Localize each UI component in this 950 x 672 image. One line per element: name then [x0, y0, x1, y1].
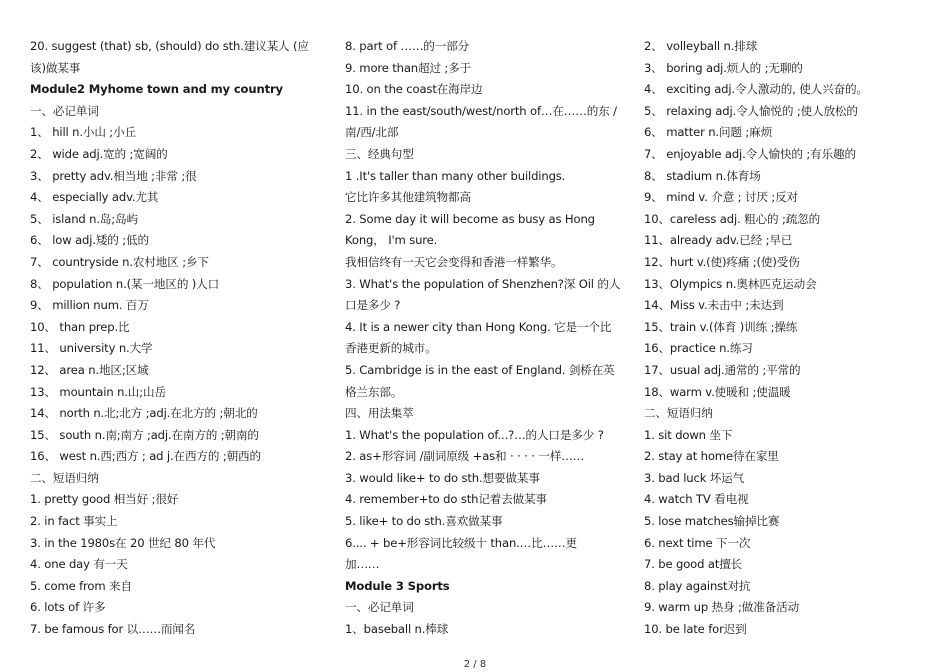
- text-line: 6. lots of 许多: [30, 600, 106, 615]
- text-line: 4. one day 有一天: [30, 557, 128, 572]
- text-line: 2、 volleyball n.排球: [644, 39, 758, 53]
- text-line: 9、 mind v. 介意 ; 讨厌 ;反对: [644, 190, 799, 205]
- text-line: 该)做某事: [30, 60, 81, 75]
- text-line: 2. as+形容词 /副词原级 +as和 · · · · 一样……: [345, 449, 585, 464]
- text-line: 7. be good at擅长: [644, 557, 743, 572]
- text-line: 一、必记单词: [30, 103, 99, 118]
- text-line: 14、Miss v.未击中 ;未达到: [644, 298, 784, 313]
- text-line: 10、careless adj. 粗心的 ;疏忽的: [644, 211, 821, 226]
- text-line: 13、Olympics n.奥林匹克运动会: [644, 276, 817, 291]
- text-line: 格兰东部。: [345, 384, 403, 399]
- text-line: 8、 population n.(某一地区的 )人口: [30, 276, 220, 291]
- text-line: 10. be late for迟到: [644, 622, 747, 637]
- text-line: 5. lose matches输掉比赛: [644, 514, 780, 529]
- text-line: 4、 especially adv.尤其: [30, 190, 159, 205]
- text-line: 20. suggest (that) sb, (should) do sth.建议某人 (应: [30, 39, 309, 53]
- text-line: 9、 million num. 百万: [30, 298, 149, 313]
- text-line: 4、 exciting adj.令人激动的, 使人兴奋的。: [644, 82, 868, 97]
- text-line: 6、 matter n.问题 ;麻烦: [644, 125, 773, 140]
- text-line: 1. What's the population of...?…的人口是多少 ?: [345, 427, 604, 442]
- text-line: 16、practice n.练习: [644, 341, 753, 356]
- text-line: 16、 west n.西;西方 ; ad j.在西方的 ;朝西的: [30, 449, 261, 464]
- page-number: 2 / 8: [463, 659, 487, 670]
- section-heading: Module 3 Sports: [345, 578, 450, 593]
- text-line: 17、usual adj.通常的 ;平常的: [644, 362, 801, 377]
- text-line: 11. in the east/south/west/north of…在……的东 /: [345, 103, 617, 118]
- text-line: 3、 pretty adv.相当地 ;非常 ;很: [30, 168, 197, 183]
- text-line: 1. pretty good 相当好 ;很好: [30, 492, 179, 507]
- text-line: 18、warm v.使暖和 ;使温暖: [644, 384, 791, 399]
- text-line: 3. in the 1980s在 20 世纪 80 年代: [30, 535, 216, 550]
- text-line: 4. remember+to do sth记着去做某事: [345, 492, 547, 507]
- text-line: 它比许多其他建筑物都高: [345, 190, 471, 205]
- text-line: 南/西/北部: [345, 125, 399, 140]
- text-line: 7. be famous for 以……而闻名: [30, 622, 196, 637]
- column-right: [644, 36, 934, 641]
- text-line: 7、 countryside n.农村地区 ;乡下: [30, 254, 209, 269]
- text-line: 12、 area n.地区;区域: [30, 362, 149, 377]
- text-line: 11、 university n.大学: [30, 341, 153, 356]
- text-line: 3. would like+ to do sth.想要做某事: [345, 470, 540, 485]
- text-line: 4. It is a newer city than Hong Kong. 它是一个比: [345, 319, 612, 334]
- text-line: 一、必记单词: [345, 600, 414, 615]
- text-line: 1、baseball n.棒球: [345, 622, 449, 637]
- text-line: 10. on the coast在海岸边: [345, 82, 483, 97]
- text-line: 4. watch TV 看电视: [644, 492, 749, 507]
- text-line: 二、短语归纳: [644, 406, 713, 421]
- text-line: 7、 enjoyable adj.令人愉快的 ;有乐趣的: [644, 146, 856, 161]
- text-line: 3. What's the population of Shenzhen?深 Oil 的人: [345, 276, 621, 291]
- text-line: 6、 low adj.矮的 ;低的: [30, 233, 149, 248]
- text-line: 2、 wide adj.宽的 ;宽阔的: [30, 146, 168, 161]
- text-line: 5. Cambridge is in the east of England. 剑桥在英: [345, 362, 615, 377]
- text-line: 6. next time 下一次: [644, 535, 751, 550]
- column-middle: [345, 36, 625, 641]
- text-line: 10、 than prep.比: [30, 319, 130, 334]
- section-heading: Module2 Myhome town and my country: [30, 82, 283, 97]
- text-line: 2. Some day it will become as busy as Hong: [345, 211, 595, 226]
- text-line: 我相信终有一天它会变得和香港一样繁华。: [345, 254, 563, 269]
- text-line: 5. like+ to do sth.喜欢做某事: [345, 514, 503, 529]
- text-line: 3. bad luck 坏运气: [644, 470, 745, 485]
- text-line: 口是多少 ?: [345, 298, 401, 313]
- text-line: 二、短语归纳: [30, 470, 99, 485]
- text-line: 14、 north n.北;北方 ;adj.在北方的 ;朝北的: [30, 406, 258, 421]
- text-line: Kong， I'm sure.: [345, 233, 438, 248]
- text-line: 13、 mountain n.山;山岳: [30, 384, 166, 399]
- text-line: 5、 relaxing adj.令人愉悦的 ;使人放松的: [644, 103, 858, 118]
- text-line: 2. stay at home待在家里: [644, 449, 779, 464]
- text-line: 1. sit down 坐下: [644, 427, 733, 442]
- text-line: 6.... + be+形容词比较级十 than.…比……更: [345, 535, 577, 550]
- text-line: 1 .It's taller than many other buildings.: [345, 168, 566, 183]
- text-line: 12、hurt v.(使)疼痛 ;(使)受伤: [644, 254, 800, 269]
- text-line: 三、经典句型: [345, 146, 414, 161]
- text-line: 8、 stadium n.体育场: [644, 168, 761, 183]
- text-line: 3、 boring adj.烦人的 ;无聊的: [644, 60, 803, 75]
- text-line: 15、train v.(体育 )训练 ;操练: [644, 319, 798, 334]
- text-line: 2. in fact 事实上: [30, 514, 118, 529]
- text-line: 加……: [345, 557, 380, 572]
- text-line: 9. more than超过 ;多于: [345, 60, 472, 75]
- text-line: 11、already adv.已经 ;早已: [644, 233, 793, 248]
- text-line: 1、 hill n.小山 ;小丘: [30, 125, 136, 140]
- text-line: 15、 south n.南;南方 ;adj.在南方的 ;朝南的: [30, 427, 259, 442]
- text-line: 四、用法集萃: [345, 406, 414, 421]
- text-line: 5. come from 来自: [30, 578, 132, 593]
- text-line: 5、 island n.岛;岛屿: [30, 211, 138, 226]
- column-left: [30, 36, 326, 641]
- text-line: 9. warm up 热身 ;做准备活动: [644, 600, 800, 615]
- text-line: 8. part of ……的一部分: [345, 39, 470, 53]
- text-line: 香港更新的城市。: [345, 341, 437, 356]
- text-line: 8. play against对抗: [644, 578, 751, 593]
